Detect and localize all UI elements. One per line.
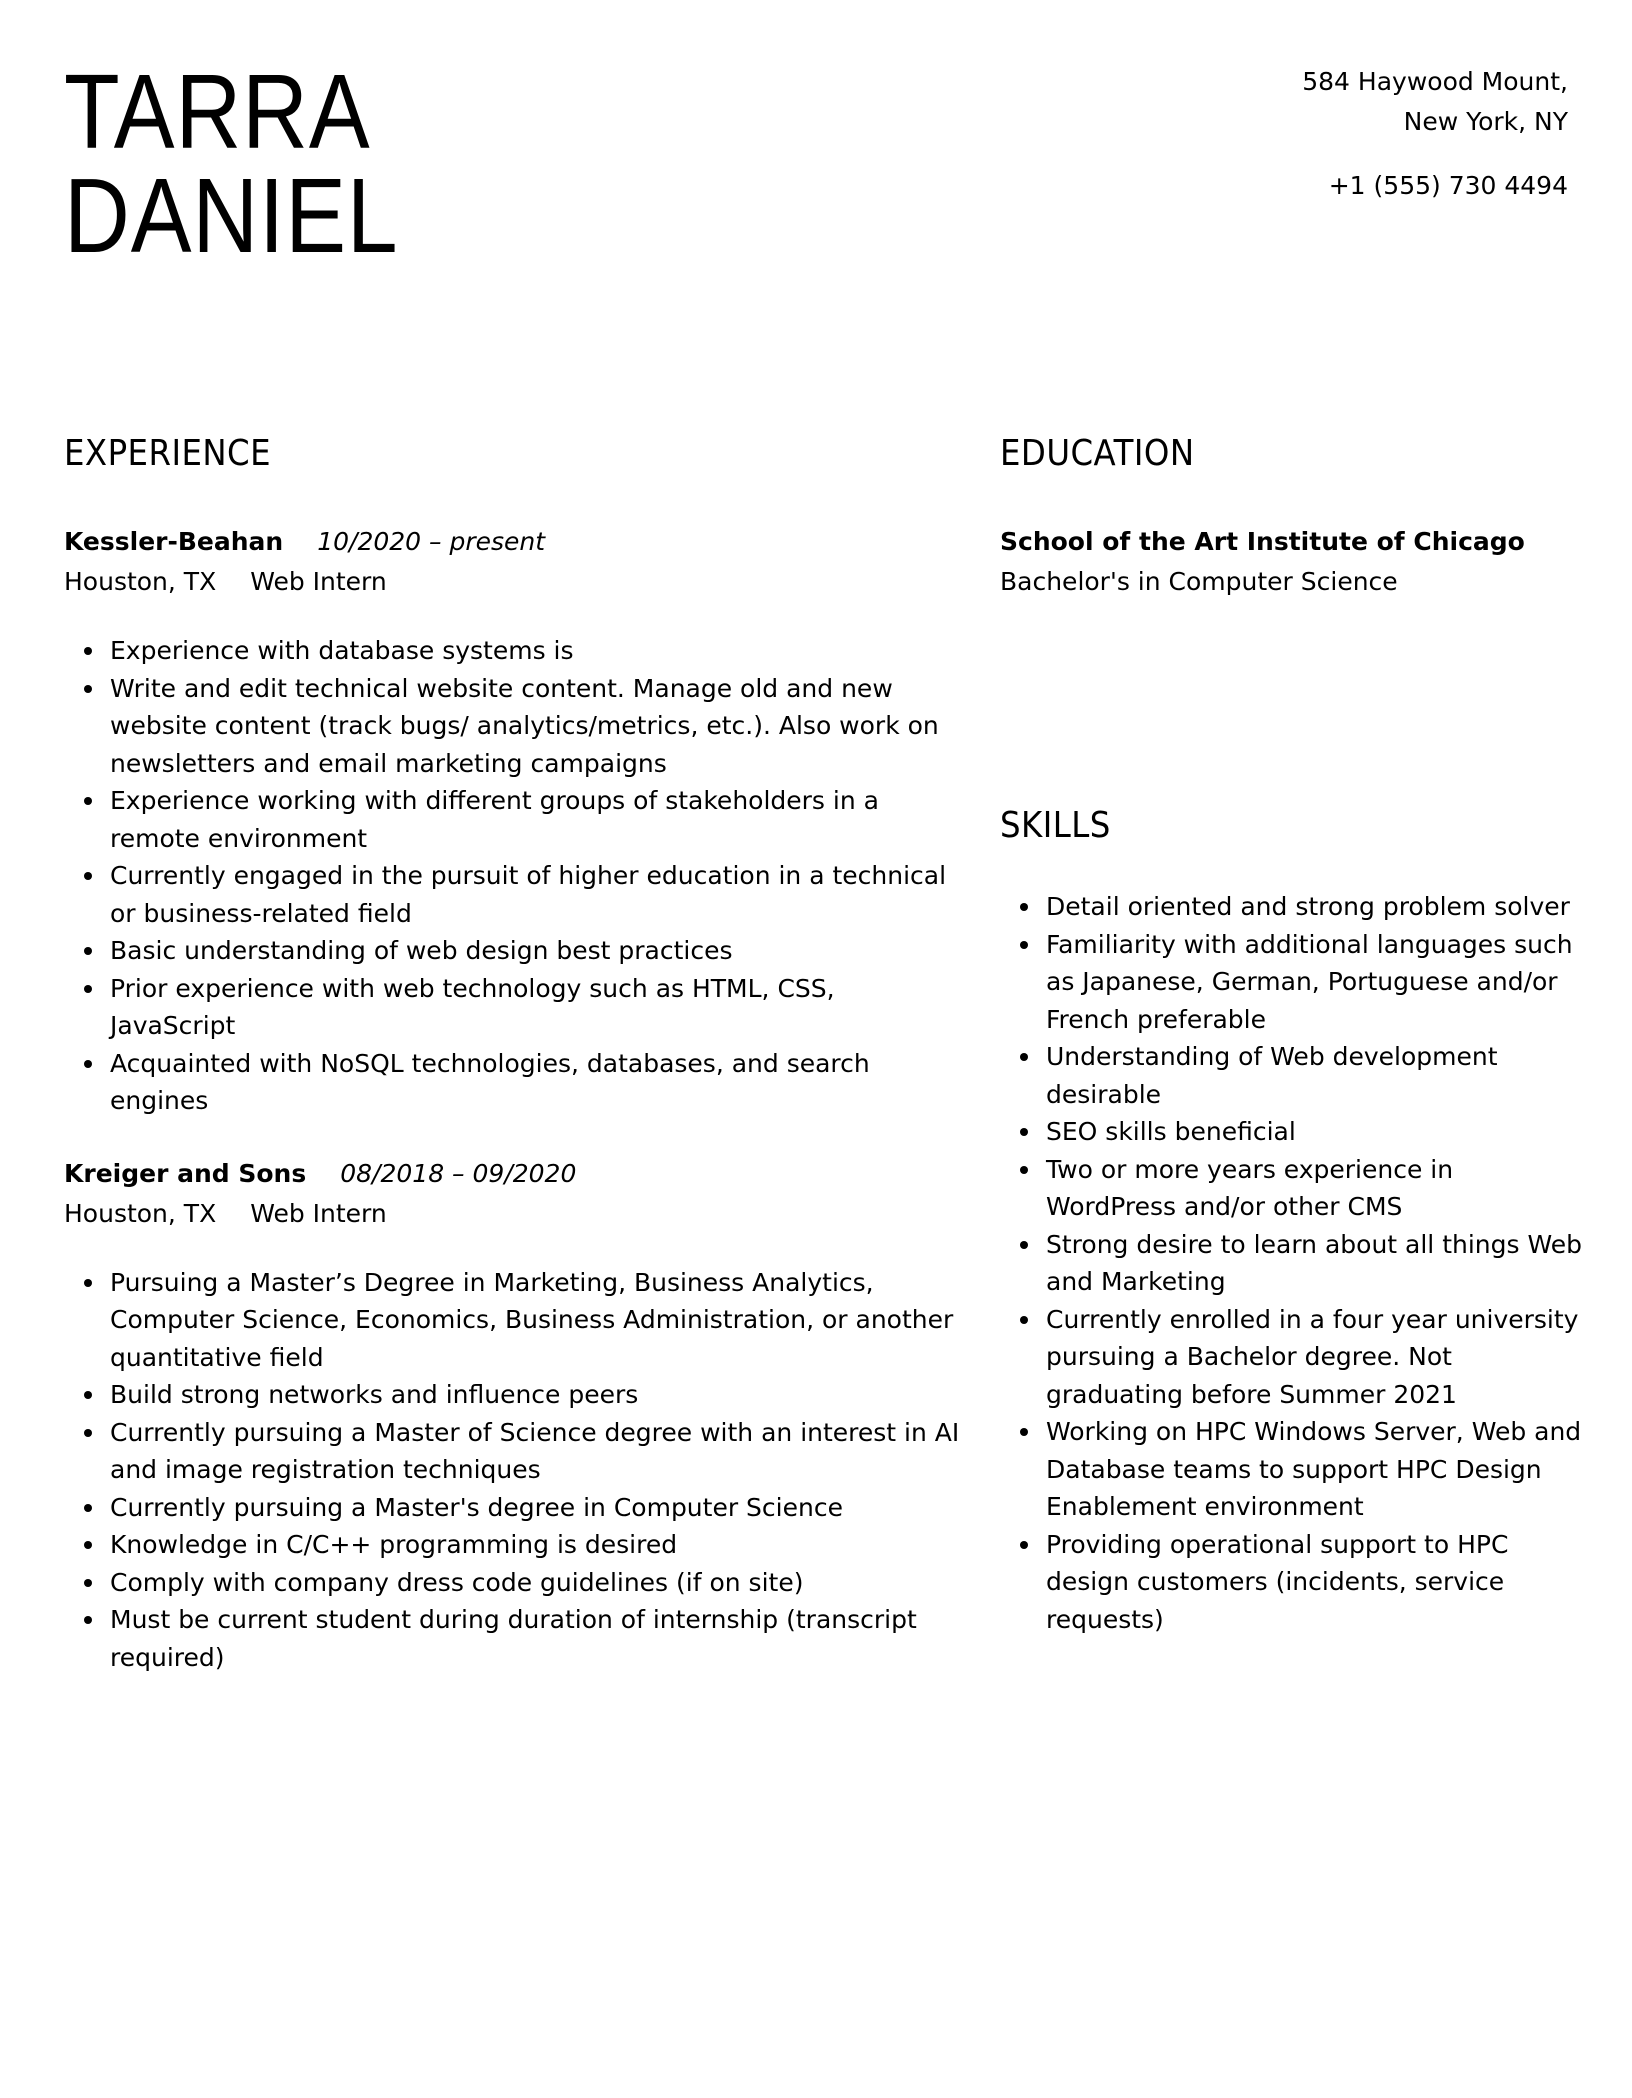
list-item: Knowledge in C/C++ programming is desired: [64, 1526, 960, 1564]
job-entry: [64, 522, 964, 1120]
education-degree: Bachelor's in Computer Science: [1000, 567, 1398, 596]
skills-list: [1000, 888, 1580, 1638]
address-line-2: New York, NY: [1403, 107, 1568, 136]
list-item: Must be current student during duration of internship (transcript required): [64, 1601, 960, 1676]
skill-item: Currently enrolled in a four year university pursuing a Bachelor degree. Not graduating before Summer 2021: [1000, 1301, 1586, 1414]
skill-item: Two or more years experience in WordPress and/or other CMS: [1000, 1151, 1586, 1226]
skill-item: Providing operational support to HPC design customers (incidents, service requests): [1000, 1526, 1586, 1639]
job-company: Kreiger and Sons: [64, 1158, 307, 1188]
skill-item: Strong desire to learn about all things Web and Marketing: [1000, 1226, 1586, 1301]
education-section: [1000, 430, 1580, 602]
job-dates: 10/2020 – present: [317, 527, 546, 556]
job-header: [64, 1154, 964, 1194]
education-school: School of the Art Institute of Chicago: [1000, 527, 1525, 556]
job-subheader: [64, 562, 964, 602]
right-column: [1000, 430, 1580, 1638]
list-item: Acquainted with NoSQL technologies, databases, and search engines: [64, 1045, 960, 1120]
experience-heading: EXPERIENCE: [64, 433, 272, 474]
list-item: Currently pursuing a Master of Science degree with an interest in AI and image registration techniques: [64, 1414, 960, 1489]
phone-number: +1 (555) 730 4494: [1328, 171, 1568, 200]
job-role: Web Intern: [250, 1198, 387, 1228]
job-role: Web Intern: [250, 567, 387, 596]
job-dates: 08/2018 – 09/2020: [340, 1158, 577, 1188]
job-entry: [64, 1154, 964, 1677]
name-last: DANIEL: [64, 157, 399, 275]
list-item: Experience working with different groups of stakeholders in a remote environment: [64, 782, 960, 857]
skill-item: Understanding of Web development desirable: [1000, 1038, 1586, 1113]
list-item: Currently pursuing a Master's degree in Computer Science: [64, 1489, 960, 1527]
job-bullet-list: [64, 1264, 964, 1677]
job-location: Houston, TX: [64, 567, 217, 596]
list-item: Experience with database systems is: [64, 632, 960, 670]
candidate-name: [64, 53, 399, 275]
list-item: Build strong networks and influence peers: [64, 1376, 960, 1414]
job-bullet-list: [64, 632, 964, 1120]
job-location: Houston, TX: [64, 1198, 217, 1228]
job-company: Kessler-Beahan: [64, 527, 284, 556]
list-item: Comply with company dress code guidelines (if on site): [64, 1564, 960, 1602]
experience-section: [64, 430, 964, 1676]
name-first: TARRA: [64, 53, 371, 171]
list-item: Prior experience with web technology such as HTML, CSS, JavaScript: [64, 970, 960, 1045]
education-heading: EDUCATION: [1000, 433, 1195, 474]
skill-item: Detail oriented and strong problem solver: [1000, 888, 1586, 926]
list-item: Currently engaged in the pursuit of higher education in a technical or business-related field: [64, 857, 960, 932]
job-header: [64, 522, 964, 562]
skill-item: Familiarity with additional languages such as Japanese, German, Portuguese and/or French preferable: [1000, 926, 1586, 1039]
skills-heading: SKILLS: [1000, 805, 1111, 846]
contact-info: [1302, 62, 1568, 206]
skill-item: SEO skills beneficial: [1000, 1113, 1586, 1151]
list-item: Write and edit technical website content. Manage old and new website content (track bugs/ analytics/metrics, etc.). Also work on newsletters and email marketing campaigns: [64, 670, 960, 783]
skills-section: [1000, 802, 1580, 1638]
address-line-1: 584 Haywood Mount,: [1302, 67, 1568, 96]
job-subheader: [64, 1194, 964, 1234]
skill-item: Working on HPC Windows Server, Web and Database teams to support HPC Design Enablement environment: [1000, 1413, 1586, 1526]
list-item: Pursuing a Master’s Degree in Marketing, Business Analytics, Computer Science, Economics, Business Administration, or another quantitative field: [64, 1264, 960, 1377]
list-item: Basic understanding of web design best practices: [64, 932, 960, 970]
